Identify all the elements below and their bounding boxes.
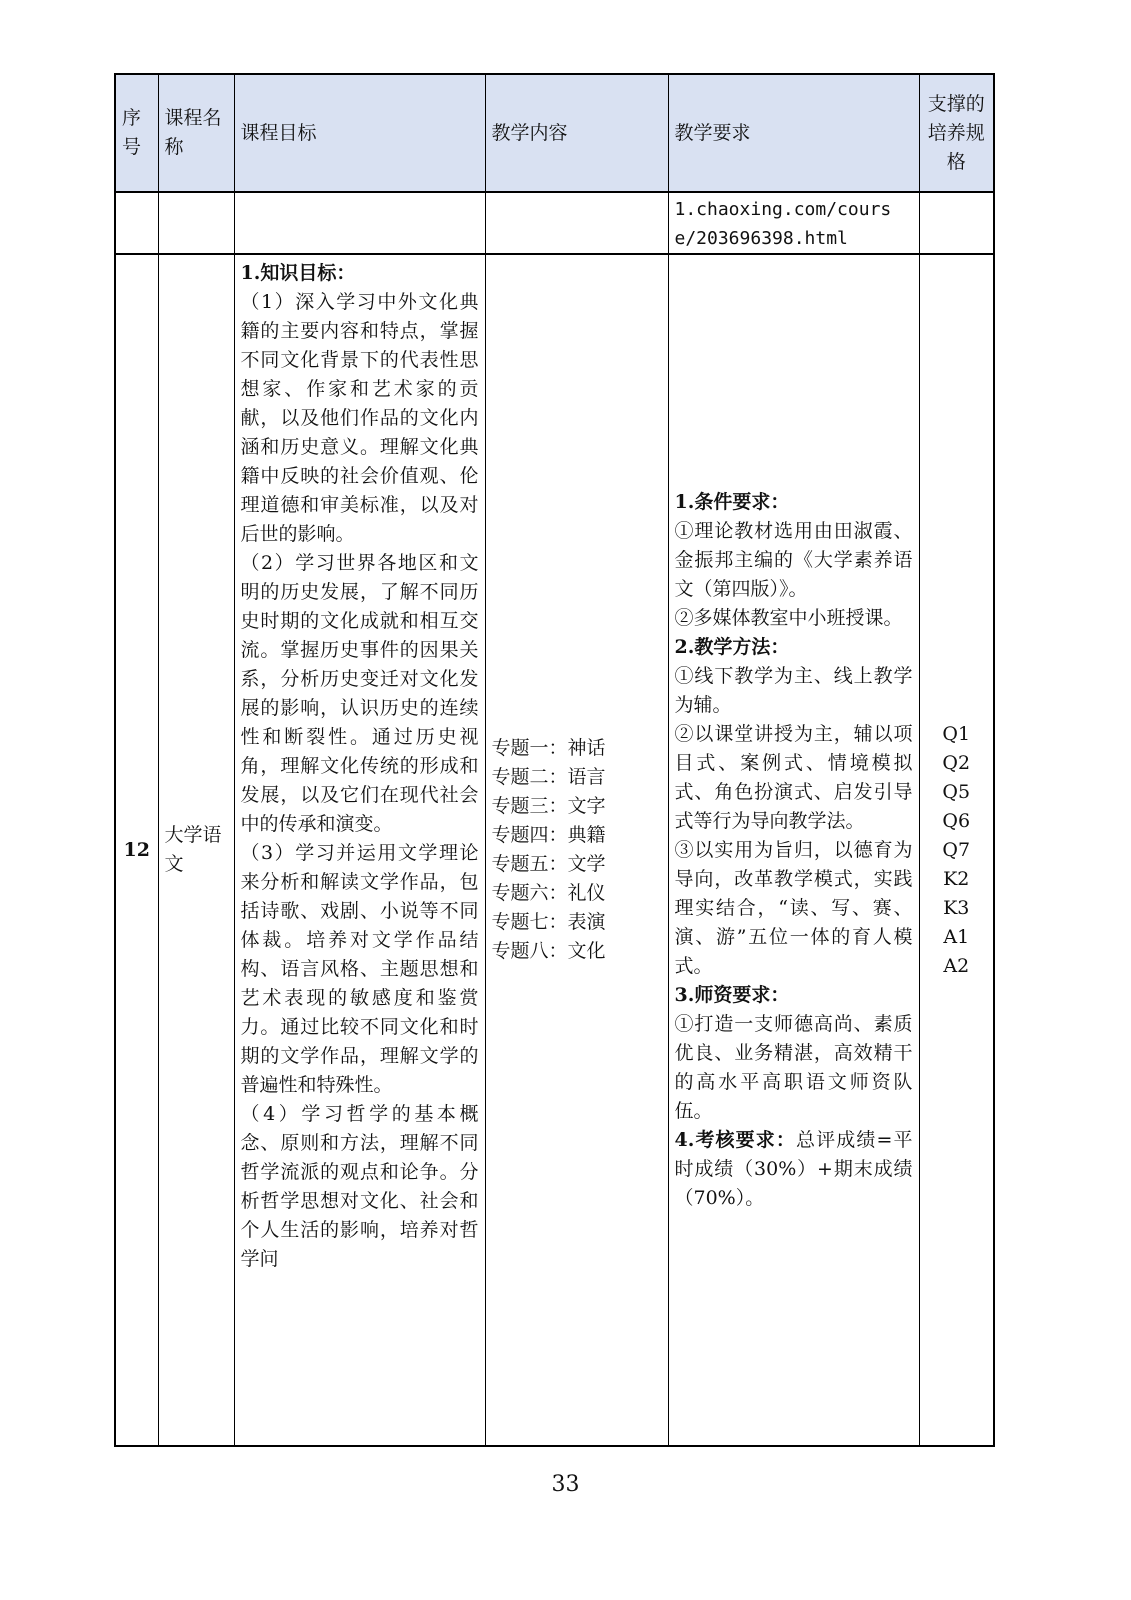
goal-item: （2）学习世界各地区和文明的历史发展，了解不同历史时期的文化成就和相互交流。掌握历史事件的因果关系，分析历史变迁对文化发展的影响，认识历史的连续性和断裂性。通过历史视角，理解文化传统的形成和发展，以及它们在现代社会中的传承和演变。 xyxy=(240,552,479,835)
curriculum-table xyxy=(114,73,995,1447)
goal-item: （4）学习哲学的基本概念、原则和方法，理解不同哲学流派的观点和论争。分析哲学思想对文化、社会和个人生活的影响，培养对哲学问 xyxy=(240,1103,479,1270)
course-goal: 1.知识目标： （1）深入学习中外文化典籍的主要内容和特点，掌握不同文化背景下的代表性思想家、作家和艺术家的贡献，以及他们作品的文化内涵和历史意义。理解文化典籍中反映的社会价值观、伦理道德和审美标准，以及对后世的影响。 （2）学习世界各地区和文明的历史发展，了解不同历史时期的文化成就和相互交流。掌握历史事件的因果关系，分析历史变迁对文化发展的影响，认识历史的连续性和断裂性。通过历史视角，理解文化传统的形成和发展，以及它们在现代社会中的传承和演变。 （3）学习并运用文学理论来分析和解读文学作品，包括诗歌、戏剧、小说等不同体裁。培养对文学作品结构、语言风格、主题思想和艺术表现的敏感度和鉴赏力。通过比较不同文化和时期的文学作品，理解文学的普遍性和特殊性。 （4）学习哲学的基本概念、原则和方法，理解不同哲学流派的观点和论争。分析哲学思想对文化、社会和个人生活的影响，培养对哲学问 xyxy=(234,254,485,1446)
goal-item: （3）学习并运用文学理论来分析和解读文学作品，包括诗歌、戏剧、小说等不同体裁。培养对文学作品结构、语言风格、主题思想和艺术表现的敏感度和鉴赏力。通过比较不同文化和时期的文学作品，理解文学的普遍性和特殊性。 xyxy=(240,842,479,1096)
teaching-content xyxy=(485,254,668,1446)
topic: 专题一：神话 xyxy=(491,737,606,759)
header-teaching-content: 教学内容 xyxy=(485,74,668,192)
header-spec: 支撑的培养规格 xyxy=(919,74,994,192)
table-row xyxy=(115,254,994,1446)
page-number: 33 xyxy=(551,1472,580,1497)
table-row xyxy=(115,192,994,254)
topic: 专题七：表演 xyxy=(491,911,606,933)
header-course-name: 课程名称 xyxy=(158,74,234,192)
supported-specs: Q1 Q2 Q5 Q6 Q7 K2 K3 A1 A2 xyxy=(919,254,994,1446)
topic: 专题八：文化 xyxy=(491,940,606,962)
topic: 专题三：文字 xyxy=(491,795,606,817)
goal-item: （1）深入学习中外文化典籍的主要内容和特点，掌握不同文化背景下的代表性思想家、作家和艺术家的贡献，以及他们作品的文化内涵和历史意义。理解文化典籍中反映的社会价值观、伦理道德和审美标准，以及对后世的影响。 xyxy=(240,291,479,545)
teaching-requirement: 1.条件要求： ①理论教材选用由田淑霞、金振邦主编的《大学素养语文（第四版）》。 ②多媒体教室中小班授课。 2.教学方法： ①线下教学为主、线上教学为辅。 ②以课堂讲授为主，辅以项目式、案例式、情境模拟式、角色扮演式、启发引导式等行为导向教学法。 ③以实用为旨归，以德育为导向，改革教学模式，实践理实结合，“读、写、赛、演、游”五位一体的育人模式。 3.师资要求： ①打造一支师德高尚、素质优良、业务精湛，高效精干的高水平高职语文师资队伍。 4.考核要求：总评成绩=平时成绩（30%）+期末成绩（70%）。 xyxy=(668,254,919,1446)
header-teaching-requirement: 教学要求 xyxy=(668,74,919,192)
header-course-goal: 课程目标 xyxy=(234,74,485,192)
course-url: 1.chaoxing.com/course/203696398.html xyxy=(668,192,919,254)
topic: 专题二：语言 xyxy=(491,766,606,788)
header-no: 序号 xyxy=(115,74,158,192)
course-name: 大学语文 xyxy=(158,254,234,1446)
topic: 专题五：文学 xyxy=(491,853,606,875)
row-number: 12 xyxy=(115,254,158,1446)
header-row xyxy=(115,74,994,192)
topic: 专题六：礼仪 xyxy=(491,882,606,904)
topic: 专题四：典籍 xyxy=(491,824,606,846)
